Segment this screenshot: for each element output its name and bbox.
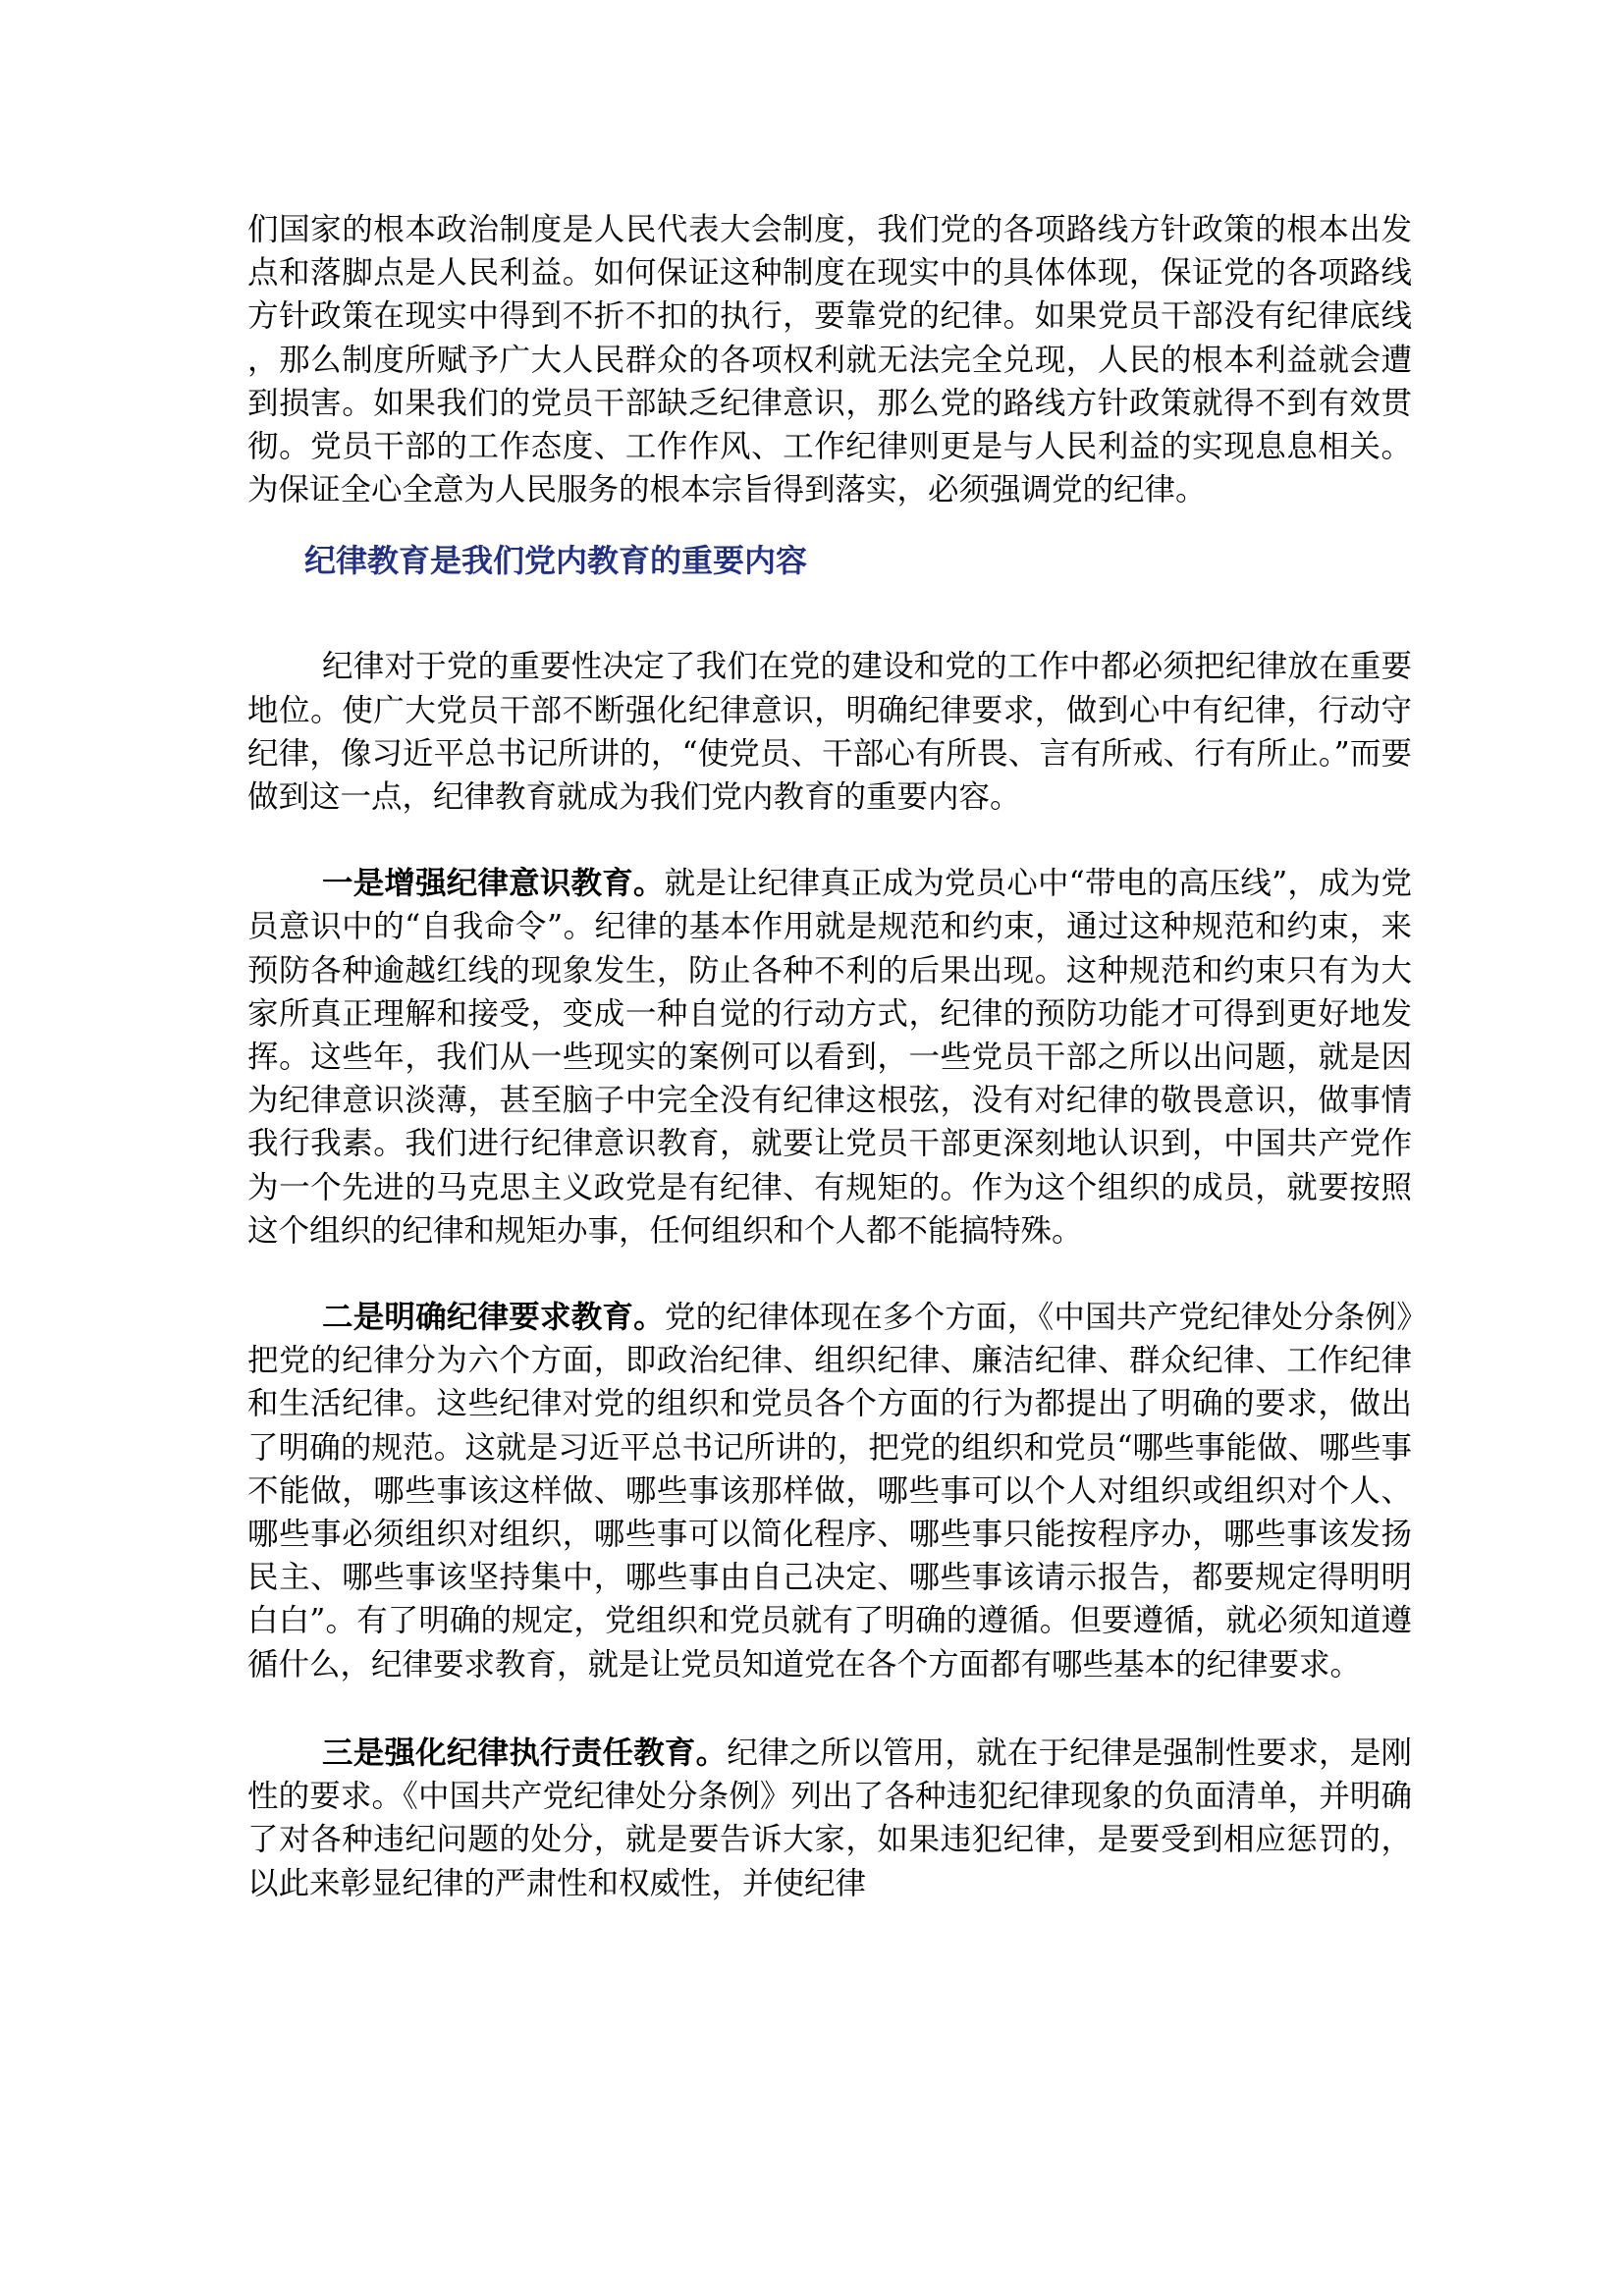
spacer [247,582,1412,645]
point-two-lead: 二是明确纪律要求教育。 [322,1299,665,1336]
spacer [247,1686,1412,1732]
paragraph-point-three [247,1732,1412,1905]
spacer [247,819,1412,862]
point-two-body: 党的纪律体现在多个方面，《中国共产党纪律处分条例》把党的纪律分为六个方面，即政治纪律、组织纪律、廉洁纪律、群众纪律、工作纪律和生活纪律。这些纪律对党的组织和党员各个方面的行为都提出了明确的要求，做出了明确的规范。这就是习近平总书记所讲的，把党的组织和党员“哪些事能做、哪些事不能做，哪些事该这样做、哪些事该那样做，哪些事可以个人对组织或组织对个人、哪些事必须组织对组织，哪些事可以简化程序、哪些事只能按程序办，哪些事该发扬民主、哪些事该坚持集中，哪些事由自己决定、哪些事该请示报告，都要规定得明明白白”。有了明确的规定，党组织和党员就有了明确的遵循。但要遵循，就必须知道遵循什么，纪律要求教育，就是让党员知道党在各个方面都有哪些基本的纪律要求。 [247,1300,1412,1682]
document-body [247,208,1412,1905]
spacer [247,1253,1412,1296]
paragraph-intro: 纪律对于党的重要性决定了我们在党的建设和党的工作中都必须把纪律放在重要地位。使广大党员干部不断强化纪律意识，明确纪律要求，做到心中有纪律，行动守纪律，像习近平总书记所讲的，“使党员、干部心有所畏、言有所戒、行有所止。”而要做到这一点，纪律教育就成为我们党内教育的重要内容。 [247,649,1412,816]
paragraph-point-two [247,1296,1412,1686]
point-three-body: 纪律之所以管用，就在于纪律是强制性要求，是刚性的要求。《中国共产党纪律处分条例》列出了各种违犯纪律现象的负面清单，并明确了对各种违纪问题的处分，就是要告诉大家，如果违犯纪律，是要受到相应惩罚的，以此来彰显纪律的严肃性和权威性，并使纪律 [247,1735,1412,1901]
point-three-lead: 三是强化纪律执行责任教育。 [322,1734,728,1771]
section-heading: 纪律教育是我们党内教育的重要内容 [304,542,808,580]
point-one-body: 就是让纪律真正成为党员心中“带电的高压线”，成为党员意识中的“自我命令”。纪律的基本作用就是规范和约束，通过这种规范和约束，来预防各种逾越红线的现象发生，防止各种不利的后果出现。这种规范和约束只有为大家所真正理解和接受，变成一种自觉的行动方式，纪律的预防功能才可得到更好地发挥。这些年，我们从一些现实的案例可以看到，一些党员干部之所以出问题，就是因为纪律意识淡薄，甚至脑子中完全没有纪律这根弦，没有对纪律的敬畏意识，做事情我行我素。我们进行纪律意识教育，就要让党员干部更深刻地认识到，中国共产党作为一个先进的马克思主义政党是有纪律、有规矩的。作为这个组织的成员，就要按照这个组织的纪律和规矩办事，任何组织和个人都不能搞特殊。 [247,866,1412,1249]
spacer [247,511,1412,539]
paragraph-point-one [247,862,1412,1253]
point-one-lead: 一是增强纪律意识教育。 [322,865,665,902]
paragraph-continuation: 们国家的根本政治制度是人民代表大会制度，我们党的各项路线方针政策的根本出发点和落脚点是人民利益。如何保证这种制度在现实中的具体体现，保证党的各项路线方针政策在现实中得到不折不扣的执行，要靠党的纪律。如果党员干部没有纪律底线，那么制度所赋予广大人民群众的各项权利就无法完全兑现，人民的根本利益就会遭到损害。如果我们的党员干部缺乏纪律意识，那么党的路线方针政策就得不到有效贯彻。党员干部的工作态度、工作作风、工作纪律则更是与人民利益的实现息息相关。为保证全心全意为人民服务的根本宗旨得到落实，必须强调党的纪律。 [247,212,1412,508]
